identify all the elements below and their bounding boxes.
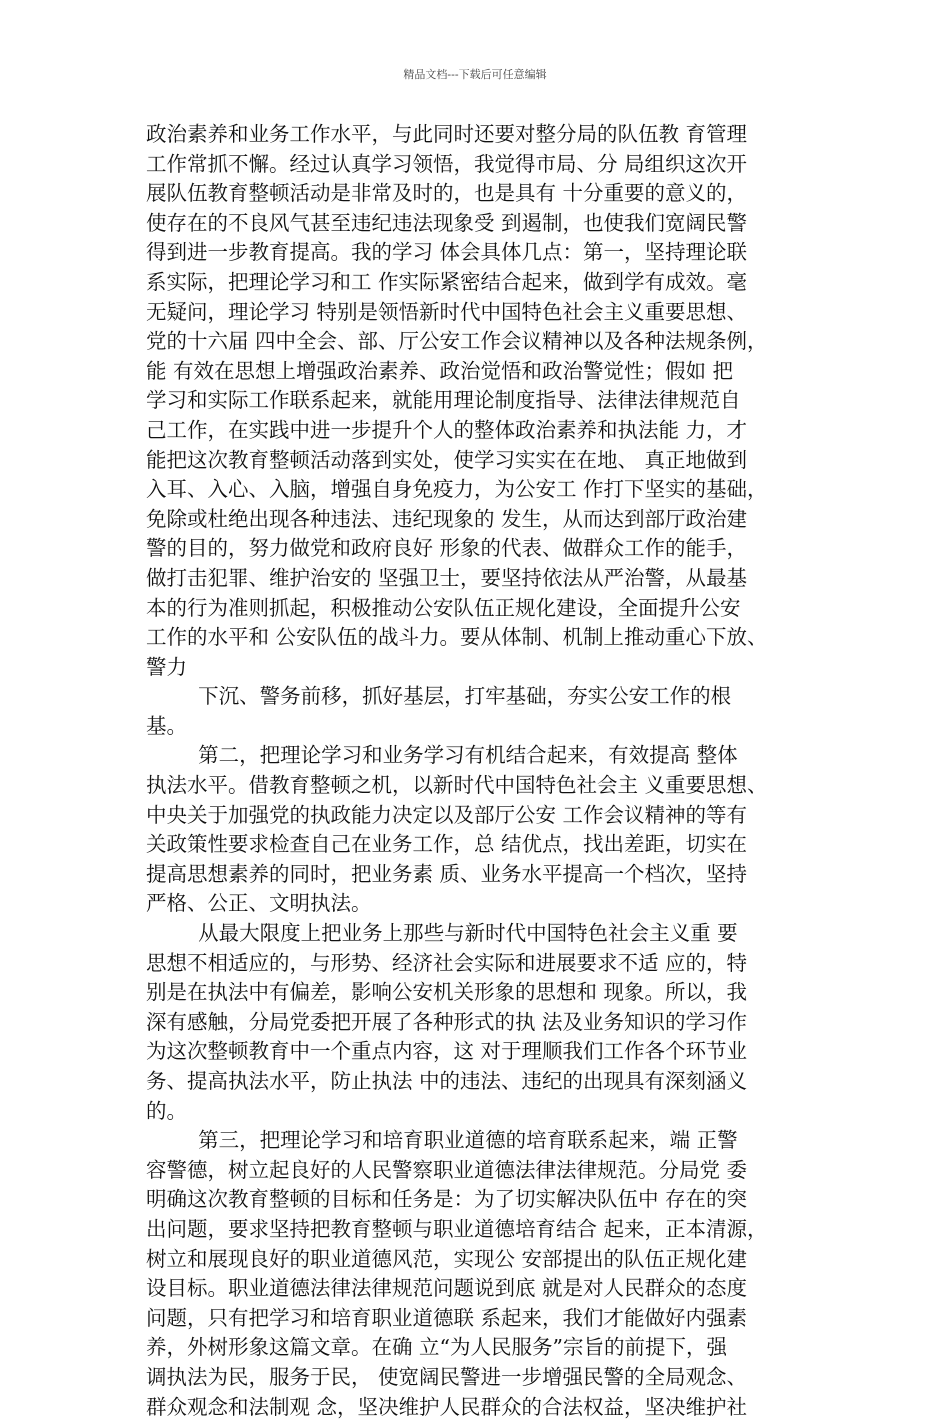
text-line: 树立和展现良好的职业道德风范，实现公 安部提出的队伍正规化建 — [146, 1246, 748, 1271]
text-line: 第三，把理论学习和培育职业道德的培育联系起来，端 正警 — [146, 1128, 738, 1153]
text-line: 调执法为民，服务于民， 使宽阔民警进一步增强民警的全局观念、 — [146, 1364, 748, 1389]
text-line: 问题，只有把学习和培育职业道德联 系起来，我们才能做好内强素 — [146, 1305, 748, 1330]
text-line: 从最大限度上把业务上那些与新时代中国特色社会主义重 要 — [146, 921, 738, 946]
text-line: 本的行为准则抓起，积极推动公安队伍正规化建设，全面提升公安 — [146, 595, 741, 620]
text-line: 别是在执法中有偏差，影响公安机关形象的思想和 现象。所以，我 — [146, 980, 748, 1005]
text-line: 严格、公正、文明执法。 — [146, 891, 372, 916]
text-line: 使存在的不良风气甚至违纪违法现象受 到遏制，也使我们宽阔民警 — [146, 210, 748, 235]
text-line: 党的十六届 四中全会、部、厅公安工作会议精神以及各种法规条例， — [146, 329, 768, 354]
text-line: 展队伍教育整顿活动是非常及时的，也是具有 十分重要的意义的， — [146, 181, 748, 206]
text-line: 第二，把理论学习和业务学习有机结合起来，有效提高 整体 — [146, 743, 738, 768]
text-line: 免除或杜绝出现各种违法、违纪现象的 发生，从而达到部厅政治建 — [146, 506, 748, 531]
text-line: 深有感触，分局党委把开展了各种形式的执 法及业务知识的学习作 — [146, 1009, 748, 1034]
text-line: 群众观念和法制观 念，坚决维护人民群众的合法权益，坚决维护社 — [146, 1394, 748, 1419]
text-line: 中央关于加强党的执政能力决定以及部厅公安 工作会议精神的等有 — [146, 802, 748, 827]
text-line: 容警德，树立起良好的人民警察职业道德法律法律规范。分局党 委 — [146, 1157, 748, 1182]
text-line: 思想不相适应的，与形势、经济社会实际和进展要求不适 应的，特 — [146, 950, 748, 975]
text-line: 系实际，把理论学习和工 作实际紧密结合起来，做到学有成效。毫 — [146, 269, 748, 294]
text-line: 明确这次教育整顿的目标和任务是：为了切实解决队伍中 存在的突 — [146, 1187, 748, 1212]
text-line: 警的目的，努力做党和政府良好 形象的代表、做群众工作的能手， — [146, 536, 748, 561]
document-body — [146, 120, 811, 1422]
text-line: 政治素养和业务工作水平，与此同时还要对整分局的队伍教 育管理 — [146, 122, 748, 146]
text-line: 工作的水平和 公安队伍的战斗力。要从体制、机制上推动重心下放、 — [146, 625, 768, 650]
text-line: 下沉、警务前移，抓好基层，打牢基础，夯实公安工作的根 — [146, 684, 732, 709]
text-line: 关政策性要求检查自己在业务工作，总 结优点，找出差距，切实在 — [146, 832, 748, 857]
text-line: 执法水平。借教育整顿之机，以新时代中国特色社会主 义重要思想、 — [146, 773, 768, 798]
text-line: 基。 — [146, 713, 187, 738]
text-line: 出问题，要求坚持把教育整顿与职业道德培育结合 起来，正本清源， — [146, 1216, 768, 1241]
page-header: 精品文档---下载后可任意编辑 — [403, 68, 547, 81]
text-line: 得到进一步教育提高。我的学习 体会具体几点：第一，坚持理论联 — [146, 240, 748, 265]
text-line: 工作常抓不懈。经过认真学习领悟，我觉得市局、分 局组织这次开 — [146, 151, 748, 176]
text-line: 提高思想素养的同时，把业务素 质、业务水平提高一个档次，坚持 — [146, 861, 748, 886]
text-line: 警力 — [146, 654, 187, 679]
text-line: 能把这次教育整顿活动落到实处，使学习实实在在地、 真正地做到 — [146, 447, 748, 472]
text-line: 养，外树形象这篇文章。在确 立“为人民服务”宗旨的前提下，强 — [146, 1335, 727, 1360]
text-line: 设目标。职业道德法律法律规范问题说到底 就是对人民群众的态度 — [146, 1276, 748, 1301]
text-line: 学习和实际工作联系起来，就能用理论制度指导、法律法律规范自 — [146, 388, 741, 413]
text-line: 为这次整顿教育中一个重点内容，这 对于理顺我们工作各个环节业 — [146, 1039, 748, 1064]
text-line: 能 有效在思想上增强政治素养、政治觉悟和政治警觉性；假如 把 — [146, 358, 734, 383]
text-line: 务、提高执法水平，防止执法 中的违法、违纪的出现具有深刻涵义 — [146, 1069, 748, 1093]
text-line: 入耳、入心、入脑，增强自身免疫力，为公安工 作打下坚实的基础， — [146, 477, 768, 502]
text-line: 做打击犯罪、维护治安的 坚强卫士，要坚持依法从严治警，从最基 — [146, 565, 748, 590]
text-line: 己工作，在实践中进一步提升个人的整体政治素养和执法能 力，才 — [146, 417, 748, 442]
text-line: 的。 — [146, 1098, 187, 1123]
text-line: 无疑问，理论学习 特别是领悟新时代中国特色社会主义重要思想、 — [146, 299, 748, 324]
